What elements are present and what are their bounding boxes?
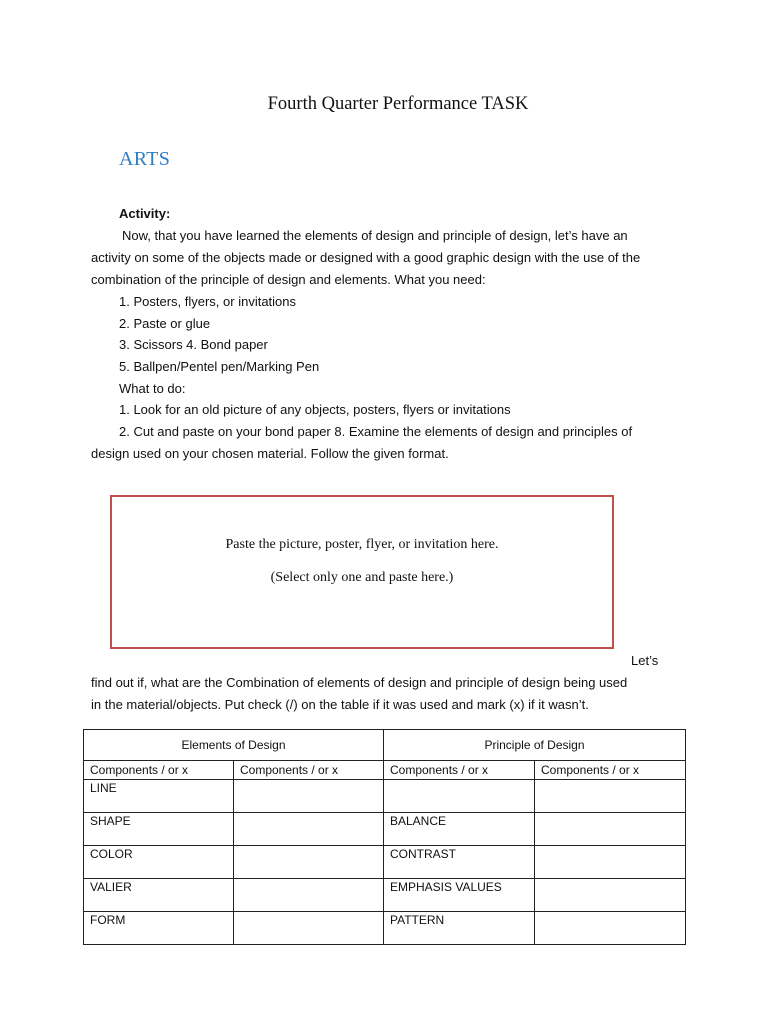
table-row [84, 780, 686, 813]
need-item: 3. Scissors 4. Bond paper [119, 337, 268, 352]
paragraph-line: activity on some of the objects made or designed with a good graphic design with the use of the [91, 250, 641, 265]
lets-text: Let’s [631, 653, 659, 668]
principle-check-cell[interactable] [535, 813, 686, 846]
paragraph-line: Now, that you have learned the elements of design and principle of design, let’s have an [122, 228, 628, 243]
column-header: Components / or x [234, 761, 384, 780]
element-check-cell[interactable] [234, 780, 384, 813]
principle-cell: CONTRAST [384, 846, 535, 879]
paste-instruction: Paste the picture, poster, flyer, or invitation here. [225, 537, 499, 552]
instruction-line: find out if, what are the Combination of elements of design and principle of design being used [91, 675, 628, 690]
table-row [84, 912, 686, 945]
element-check-cell[interactable] [234, 813, 384, 846]
paste-area [110, 495, 614, 649]
need-item: 5. Ballpen/Pentel pen/Marking Pen [119, 359, 320, 374]
design-table [83, 729, 686, 945]
step-item: 1. Look for an old picture of any objects, posters, flyers or invitations [119, 402, 511, 417]
need-item: 1. Posters, flyers, or invitations [119, 294, 297, 309]
principle-check-cell[interactable] [535, 879, 686, 912]
table-row [84, 879, 686, 912]
element-cell: SHAPE [84, 813, 234, 846]
paste-note: (Select only one and paste here.) [270, 570, 454, 585]
principle-check-cell[interactable] [535, 912, 686, 945]
principle-cell: EMPHASIS VALUES [384, 879, 535, 912]
section-heading: ARTS [119, 148, 171, 170]
element-check-cell[interactable] [234, 879, 384, 912]
principle-cell: BALANCE [384, 813, 535, 846]
element-cell: COLOR [84, 846, 234, 879]
principle-check-cell[interactable] [535, 846, 686, 879]
paragraph-line: combination of the principle of design and elements. What you need: [91, 272, 486, 287]
page-title: Fourth Quarter Performance TASK [267, 94, 529, 114]
principles-header: Principle of Design [384, 730, 686, 761]
activity-label: Activity: [119, 206, 171, 221]
need-item: 2. Paste or glue [119, 316, 211, 331]
elements-header: Elements of Design [84, 730, 384, 761]
principle-check-cell[interactable] [535, 780, 686, 813]
step-item: 2. Cut and paste on your bond paper 8. Examine the elements of design and principles of [119, 424, 633, 439]
element-cell: LINE [84, 780, 234, 813]
element-check-cell[interactable] [234, 846, 384, 879]
element-cell: VALIER [84, 879, 234, 912]
element-check-cell[interactable] [234, 912, 384, 945]
principle-cell [384, 780, 535, 813]
table-row [84, 846, 686, 879]
step-continuation: design used on your chosen material. Follow the given format. [91, 446, 449, 461]
column-header: Components / or x [535, 761, 686, 780]
table-row [84, 813, 686, 846]
principle-cell: PATTERN [384, 912, 535, 945]
what-to-do-label: What to do: [119, 381, 186, 396]
instruction-line: in the material/objects. Put check (/) on the table if it was used and mark (x) if it wasn’t. [91, 697, 589, 712]
element-cell: FORM [84, 912, 234, 945]
column-header: Components / or x [84, 761, 234, 780]
column-header: Components / or x [384, 761, 535, 780]
